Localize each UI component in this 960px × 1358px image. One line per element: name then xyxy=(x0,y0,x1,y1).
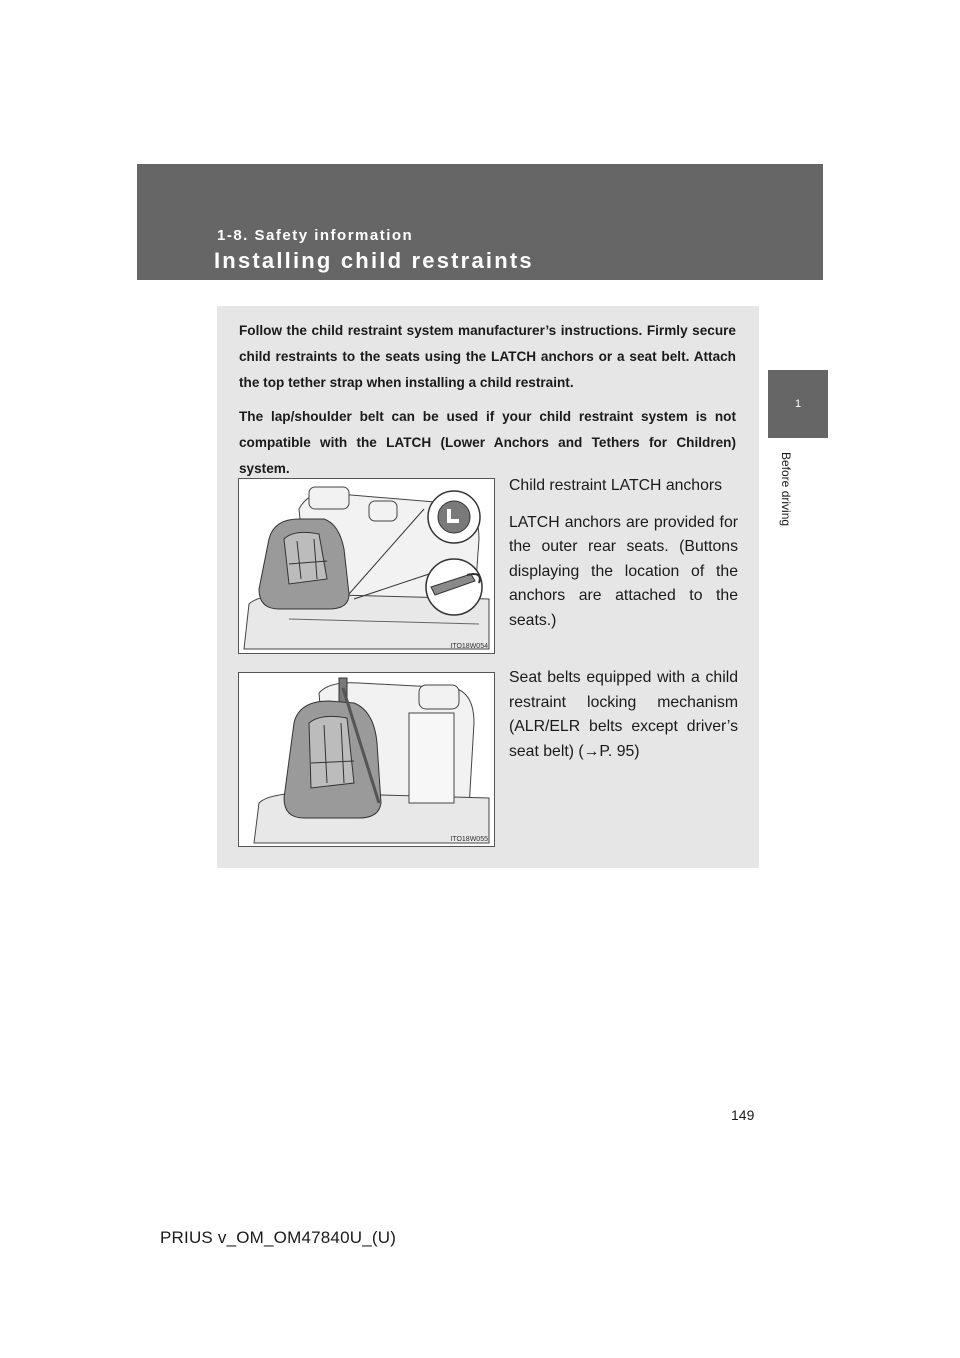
figure-code: ITO18W054 xyxy=(450,643,488,650)
seat-belt-caption xyxy=(509,666,738,776)
latch-anchor-illustration xyxy=(238,478,495,654)
document-id: PRIUS v_OM_OM47840U_(U) xyxy=(160,1228,397,1247)
chapter-label: Before driving xyxy=(779,452,793,527)
section-label: 1-8. Safety information xyxy=(217,227,414,244)
intro-paragraph-2: The lap/shoulder belt can be used if your child restraint system is not compatible with the LATCH (Lower Anchors and Tethers for Children) system. xyxy=(239,409,736,476)
seat-belt-illustration xyxy=(238,672,495,847)
latch-anchor-caption xyxy=(509,474,738,645)
intro-paragraph-1: Follow the child restraint system manufacturer’s instructions. Firmly secure child restraints to the seats using the LATCH anchors or a seat belt. Attach the top tether strap when installing a child restraint. xyxy=(239,323,736,390)
caption-heading: Child restraint LATCH anchors xyxy=(509,477,723,494)
intro-text xyxy=(239,318,736,490)
caption-text: Seat belts equipped with a child restraint locking mechanism (ALR/ELR belts except driver’s seat belt) (→P. 95) xyxy=(509,669,738,760)
chapter-number: 1 xyxy=(794,398,802,410)
caption-text: LATCH anchors are provided for the outer rear seats. (Buttons displaying the location of the anchors are attached to the seats.) xyxy=(509,513,738,629)
figure-code: ITO18W055 xyxy=(450,836,488,843)
section-header xyxy=(137,164,823,280)
chapter-tab xyxy=(768,370,828,438)
content-box xyxy=(217,306,759,868)
page-number: 149 xyxy=(731,1107,755,1123)
page-title: Installing child restraints xyxy=(214,248,534,273)
